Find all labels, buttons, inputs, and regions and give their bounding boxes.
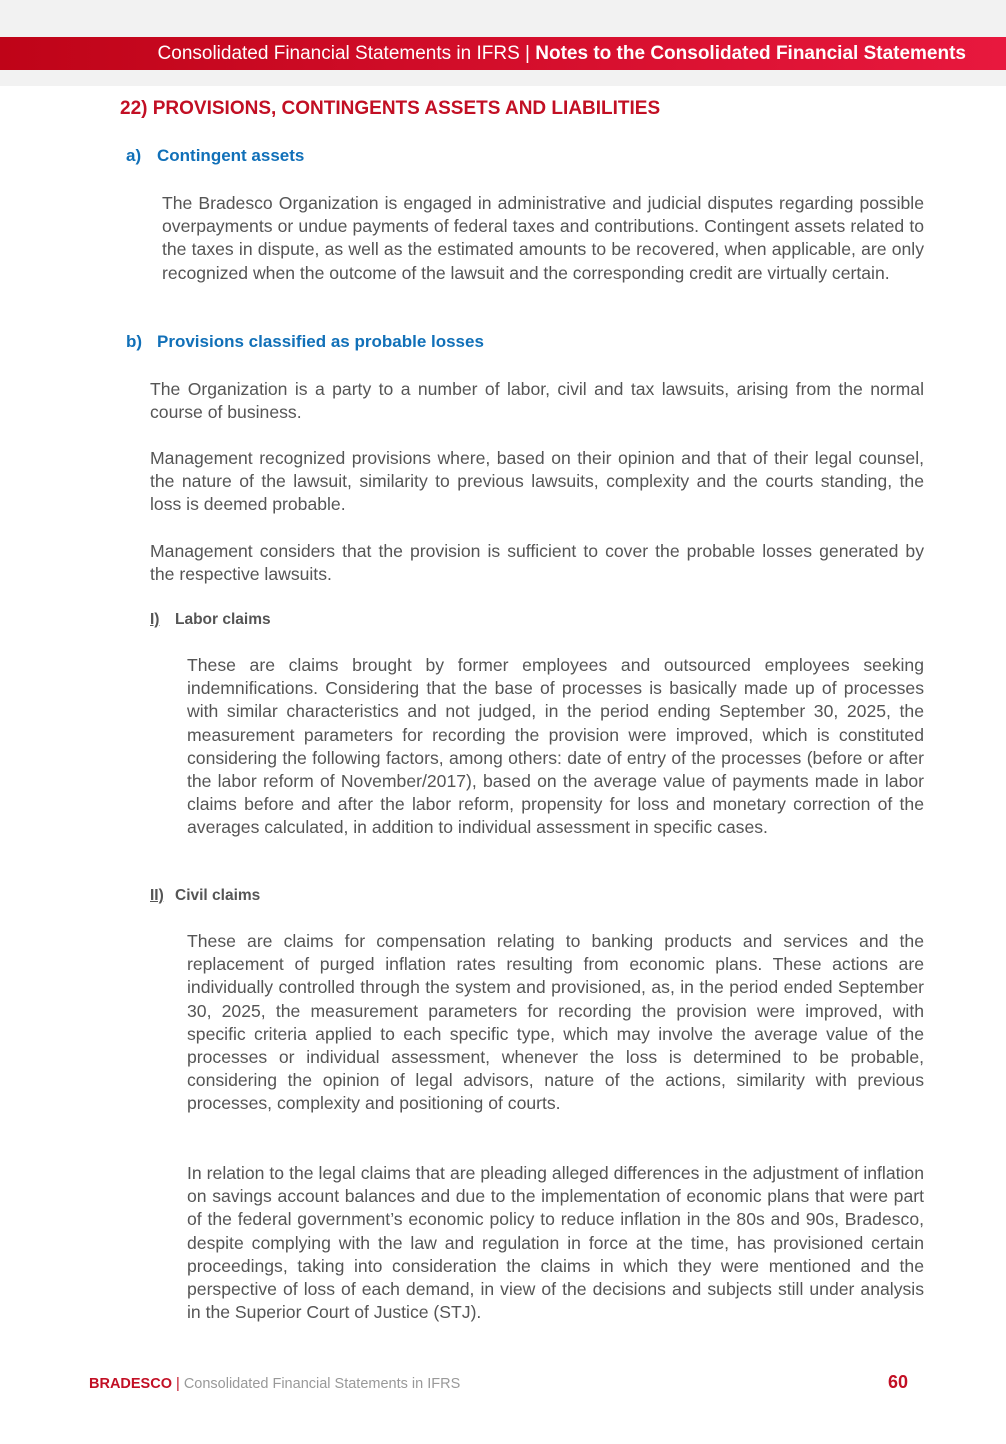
subheading-label: a) — [126, 146, 142, 165]
paragraph: Management recognized provisions where, based on their opinion and that of their legal counsel, the nature of the lawsuit, similarity to previous lawsuits, complexity and the courts standing, the loss is deemed probable. — [150, 448, 924, 515]
subheading-civil-claims — [150, 887, 260, 905]
paragraph: In relation to the legal claims that are pleading alleged differences in the adjustment of inflation on savings account balances and due to the implementation of economic plans that were part of the federal government’s economic policy to reduce inflation in the 80s and 90s, Bradesco, despite complying with the law and regulation in force at the time, has provisioned certain proceedings, taking into consideration the claims in which they were mentioned and the perspective of loss of each demand, in view of the decisions and subjects still under analysis in the Superior Court of Justice (STJ). — [187, 1163, 924, 1323]
subheading-text: Provisions classified as probable losses — [157, 332, 484, 351]
subheading-contingent-assets — [126, 146, 304, 166]
header-left: Consolidated Financial Statements in IFRS — [157, 43, 520, 64]
header-band — [0, 37, 1006, 70]
paragraph: These are claims brought by former employees and outsourced employees seeking indemnifications. Considering that the base of processes is basically made up of processes with similar characteristics and not judged, in the period ending September 30, 2025, the measurement parameters for recording the provision were improved, which is constituted considering the following factors, among others: date of entry of the processes (before or after the labor reform of November/2017), based on the average value of payments made in labor claims before and after the labor reform, propensity for loss and monetary correction of the averages calculated, in addition to individual assessment in specific cases. — [187, 655, 924, 838]
footer-text: Consolidated Financial Statements in IFRS — [183, 1376, 461, 1392]
section-title: 22) PROVISIONS, CONTINGENTS ASSETS AND LIABILITIES — [120, 98, 661, 119]
footer — [89, 1376, 460, 1392]
roman-label: II) — [150, 887, 164, 904]
roman-heading: Labor claims — [175, 611, 271, 628]
subheading-probable-losses — [126, 332, 484, 352]
header-separator: | — [519, 43, 536, 64]
roman-label: I) — [150, 611, 160, 628]
footer-separator: | — [171, 1376, 184, 1392]
paragraph: These are claims for compensation relating to banking products and services and the replacement of purged inflation rates resulting from economic plans. These actions are individually controlled through the system and provisioned, as, in the period ended September 30, 2025, the measurement parameters for recording the provision were improved, with specific criteria applied to each specific type, which may involve the average value of the processes or individual assessment, whenever the loss is determined to be probable, considering the opinion of legal advisors, nature of the actions, similarity with previous processes, complexity and positioning of courts. — [187, 931, 924, 1114]
paragraph: Management considers that the provision is sufficient to cover the probable losses generated by the respective lawsuits. — [150, 541, 924, 585]
paragraph: The Bradesco Organization is engaged in administrative and judicial disputes regarding possible overpayments or undue payments of federal taxes and contributions. Contingent assets related to the taxes in dispute, as well as the estimated amounts to be recovered, when applicable, are only recognized when the outcome of the lawsuit and the corresponding credit are virtually certain. — [162, 193, 924, 283]
roman-heading: Civil claims — [175, 887, 261, 904]
subheading-text: Contingent assets — [157, 146, 305, 165]
page-number: 60 — [888, 1372, 909, 1392]
paragraph: The Organization is a party to a number of labor, civil and tax lawsuits, arising from the normal course of business. — [150, 379, 924, 423]
subheading-label: b) — [126, 332, 143, 351]
subheading-labor-claims — [150, 611, 271, 629]
footer-brand: BRADESCO — [89, 1376, 172, 1392]
header-right: Notes to the Consolidated Financial Statements — [535, 43, 966, 64]
